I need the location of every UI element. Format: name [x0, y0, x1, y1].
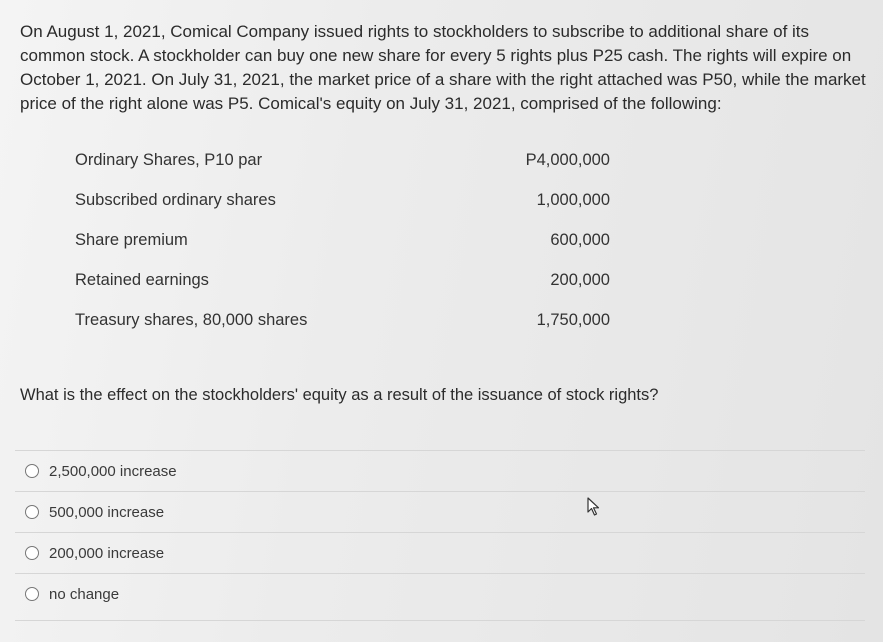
mouse-pointer-icon	[587, 497, 601, 517]
equity-item-label: Share premium	[75, 230, 188, 249]
answer-option-1[interactable]	[15, 450, 865, 491]
answer-option-label[interactable]: 2,500,000 increase	[49, 462, 177, 480]
radio-button-icon[interactable]	[25, 546, 39, 560]
answer-options	[15, 450, 865, 614]
radio-button-icon[interactable]	[25, 505, 39, 519]
question-prompt: What is the effect on the stockholders' equity as a result of the issuance of stock rights?	[20, 386, 659, 404]
equity-item-label: Subscribed ordinary shares	[75, 190, 276, 209]
equity-item-amount: P4,000,000	[525, 150, 610, 169]
question-paragraph: On August 1, 2021, Comical Company issued rights to stockholders to subscribe to additional share of its common stock. A stockholder can buy one new share for every 5 rights plus P25 cash. The rights will expire on October 1, 2021. On July 31, 2021, the market price of a share with the right attached was P50, while the market price of the right alone was P5. Comical's equity on July 31, 2021, comprised of the following:	[20, 22, 866, 113]
answer-option-label[interactable]: 200,000 increase	[49, 544, 165, 562]
answer-option-2[interactable]	[15, 491, 865, 532]
equity-table	[75, 140, 620, 340]
equity-item-amount: 200,000	[550, 270, 610, 289]
answer-option-label[interactable]: 500,000 increase	[49, 503, 165, 521]
answer-option-label[interactable]: no change	[49, 585, 120, 603]
table-row	[75, 140, 620, 180]
table-row	[75, 260, 620, 300]
answer-option-4[interactable]	[15, 573, 865, 614]
answer-option-3[interactable]	[15, 532, 865, 573]
equity-item-amount: 600,000	[550, 230, 610, 249]
radio-button-icon[interactable]	[25, 587, 39, 601]
equity-item-label: Ordinary Shares, P10 par	[75, 150, 263, 169]
equity-item-label: Retained earnings	[75, 270, 209, 289]
equity-item-amount: 1,000,000	[536, 190, 610, 209]
equity-item-amount: 1,750,000	[536, 310, 610, 329]
radio-button-icon[interactable]	[25, 464, 39, 478]
table-row	[75, 180, 620, 220]
table-row	[75, 300, 620, 340]
table-row	[75, 220, 620, 260]
divider	[15, 620, 865, 621]
equity-item-label: Treasury shares, 80,000 shares	[75, 310, 308, 329]
